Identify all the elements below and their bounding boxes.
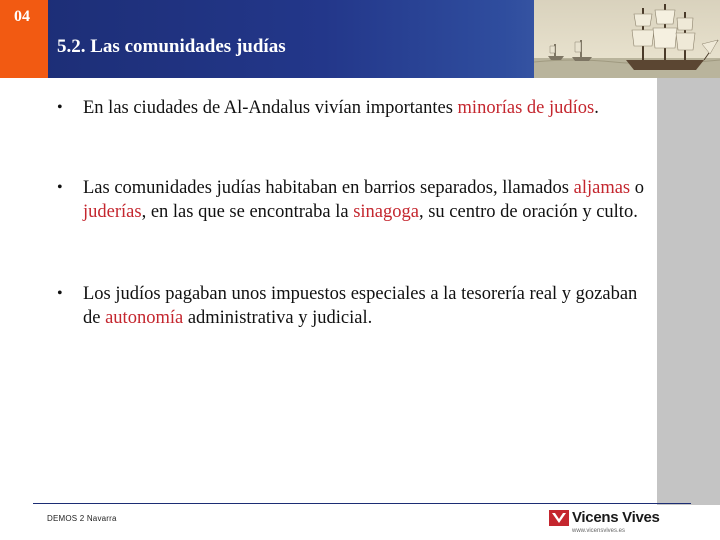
highlighted-term: juderías [83, 202, 142, 222]
footer-divider [33, 503, 691, 504]
footer-credit: DEMOS 2 Navarra [47, 514, 117, 523]
section-number: 04 [14, 8, 30, 25]
highlighted-term: sinagoga [353, 202, 419, 222]
sailing-ships-painting [534, 0, 720, 78]
publisher-logo-text: Vicens Vives [572, 509, 660, 526]
section-badge [0, 0, 48, 78]
bullet-text-part: administrativa y judicial. [183, 308, 373, 328]
bullet-dot: • [57, 179, 63, 196]
highlighted-term: autonomía [105, 308, 184, 328]
bullet-text-part: . [594, 98, 599, 118]
publisher-logo [549, 508, 660, 536]
bullet-text [83, 176, 653, 224]
bullet-text-part: , su centro de oración y culto. [418, 202, 638, 222]
right-sidebar [657, 78, 720, 505]
bullet-text [83, 96, 653, 120]
bullet-text [83, 282, 653, 330]
bullet-text-part: o [630, 178, 645, 198]
publisher-logo-icon [549, 510, 569, 526]
bullet-item [57, 176, 653, 224]
bullet-text-part: En las ciudades de Al-Andalus vivían importantes [83, 98, 458, 118]
page-title: 5.2. Las comunidades judías [57, 36, 286, 57]
bullet-item [57, 282, 653, 330]
bullet-dot: • [57, 99, 63, 116]
bullet-dot: • [57, 285, 63, 302]
bullet-item [57, 96, 653, 120]
bullet-text-part: Los judíos pagaban unos impuestos especiales a la tesorería real y gozaban de [83, 284, 638, 328]
highlighted-term: aljamas [573, 178, 631, 198]
bullet-text-part: , en las que se encontraba la [141, 202, 354, 222]
bullet-text-part: Las comunidades judías habitaban en barrios separados, llamados [83, 178, 574, 198]
publisher-logo-url: www.vicensvives.es [572, 528, 626, 534]
highlighted-term: minorías de judíos [457, 98, 595, 118]
